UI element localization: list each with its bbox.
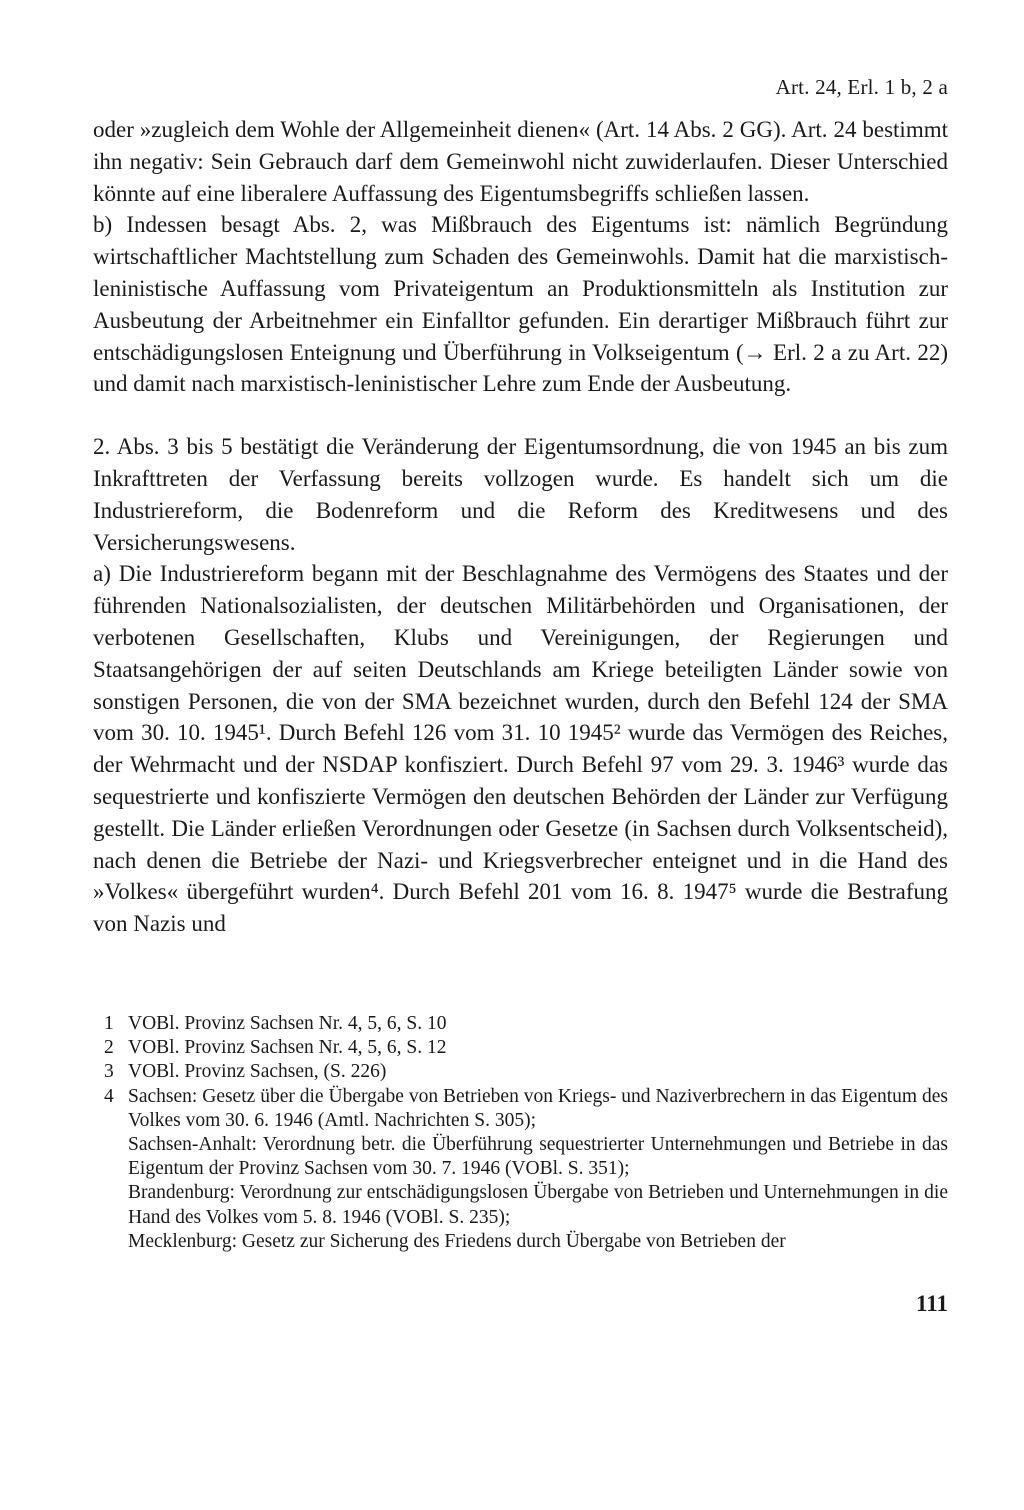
footnote-1 [104,1012,948,1036]
footnote-number: 1 [104,1013,114,1034]
paragraph-1b-continuation: oder »zugleich dem Wohle der Allgemeinheit dienen« (Art. 14 Abs. 2 GG). Art. 24 bestimmt ihn negativ: Sein Gebrauch darf dem Gemeinwohl nicht zuwiderlaufen. Dieser Unterschied könnte auf eine liberalere Auffassung des Eigentumsbegriffs schließen lassen. [93,117,948,206]
paragraph-2a: a) Die Industriereform begann mit der Beschlagnahme des Vermögens des Staates und der führenden Nationalsozialisten, der deutschen Militärbehörden und Organisationen, der verbotenen Gesellschaften, Klubs und Vereinigungen, der Regierungen und Staatsangehörigen der auf seiten Deutschlands am Kriege beteiligten Länder sowie von sonstigen Personen, die von der SMA bezeichnet wurden, durch den Befehl 124 der SMA vom 30. 10. 1945¹. Durch Befehl 126 vom 31. 10 1945² wurde das Vermögen des Reiches, der Wehrmacht und der NSDAP konfisziert. Durch Befehl 97 vom 29. 3. 1946³ wurde das sequestrierte und konfiszierte Vermögen den deutschen Behörden der Länder zur Verfügung gestellt. Die Länder erließen Verordnungen oder Gesetze (in Sachsen durch Volksentscheid), nach denen die Betriebe der Nazi- und Kriegsverbrecher enteignet und in die Hand des »Volkes« übergeführt wurden⁴. Durch Befehl 201 vom 16. 8. 1947⁵ wurde die Bestrafung von Nazis und [93,561,948,937]
footnote-2 [104,1036,948,1060]
footnote-number: 2 [104,1037,114,1059]
footnote-4 [104,1085,948,1254]
footnote-number: 3 [104,1061,114,1083]
footnote-number: 4 [104,1085,114,1107]
footnote-continuation-mecklenburg: Mecklenburg: Gesetz zur Sicherung des Friedens durch Übergabe von Betrieben der [128,1230,786,1252]
page-number: 111 [916,1291,948,1316]
footnote-continuation-brandenburg: Brandenburg: Verordnung zur entschädigungslosen Übergabe von Betrieben und Unternehmungen in die Hand des Volkes vom 5. 8. 1946 (VOBl. S. 235); [128,1182,948,1228]
running-head: Art. 24, Erl. 1 b, 2 a [775,75,948,99]
footnote-text: VOBl. Provinz Sachsen Nr. 4, 5, 6, S. 10 [128,1013,447,1034]
footnotes [104,1012,948,1254]
footnote-text: VOBl. Provinz Sachsen Nr. 4, 5, 6, S. 12 [128,1037,447,1059]
footnote-text: VOBl. Provinz Sachsen, (S. 226) [128,1061,387,1083]
footnote-text: Sachsen: Gesetz über die Übergabe von Betrieben von Kriegs- und Naziverbrechern in das Eigentum des Volkes vom 30. 6. 1946 (Amtl. Nachrichten S. 305); [128,1085,948,1131]
footnote-3 [104,1060,948,1084]
main-text [93,114,948,940]
paragraph-1b: b) Indessen besagt Abs. 2, was Mißbrauch des Eigentums ist: nämlich Begründung wirtschaftlicher Machtstellung zum Schaden des Gemeinwohls. Damit hat die marxistisch-leninistische Auffassung vom Privateigentum an Produktionsmitteln als Institution zur Ausbeutung der Arbeitnehmer ein Einfalltor gefunden. Ein derartiger Mißbrauch führt zur entschädigungslosen Enteignung und Überführung in Volkseigentum (→ Erl. 2 a zu Art. 22) und damit nach marxistisch-leninistischer Lehre zum Ende der Ausbeutung. [93,212,948,397]
footnote-continuation-sachsen-anhalt: Sachsen-Anhalt: Verordnung betr. die Überführung sequestrierter Unternehmungen und Betriebe in das Eigentum der Provinz Sachsen vom 30. 7. 1946 (VOBl. S. 351); [128,1134,948,1180]
paragraph-2: 2. Abs. 3 bis 5 bestätigt die Veränderung der Eigentumsordnung, die von 1945 an bis zum Inkrafttreten der Verfassung bereits vollzogen wurde. Es handelt sich um die Industriereform, die Bodenreform und die Reform des Kreditwesens und des Versicherungswesens. [93,434,948,555]
